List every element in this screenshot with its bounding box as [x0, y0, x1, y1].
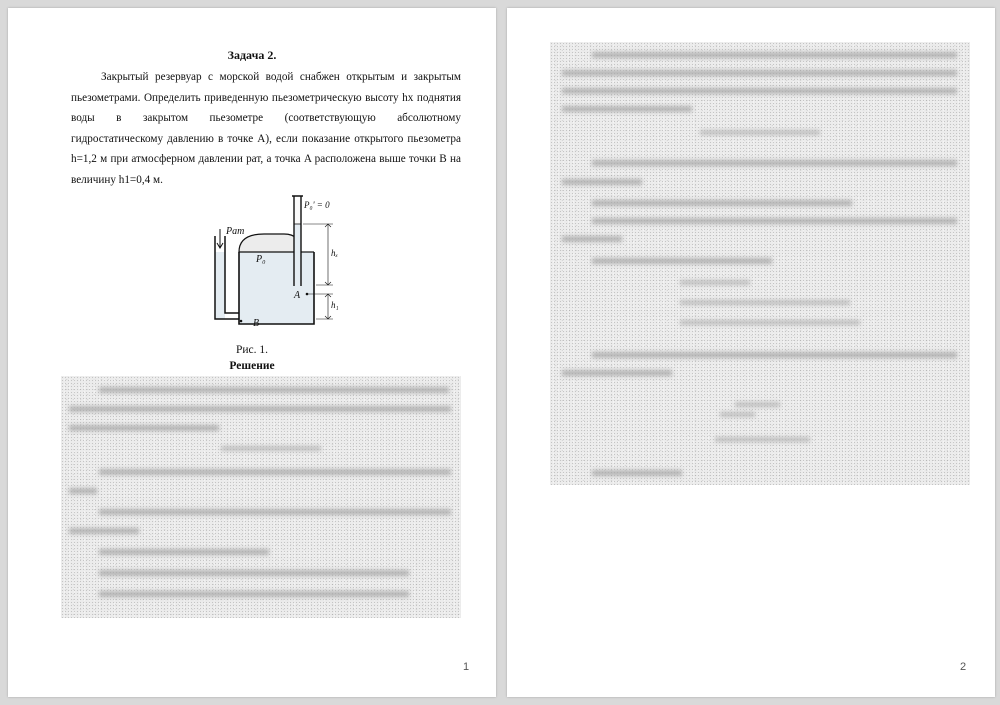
hx-label: hₓ: [331, 248, 339, 258]
document-page-2: [507, 8, 995, 697]
point-b-label: B: [253, 318, 260, 329]
document-page-1: [8, 8, 496, 697]
blurred-solution-area: [61, 376, 461, 618]
h1-label: h₁: [331, 300, 339, 310]
figure-caption: Рис. 1.: [235, 344, 269, 356]
point-a-label: A: [294, 290, 301, 301]
page-number: 2: [960, 661, 967, 673]
blurred-content-area: [550, 42, 970, 485]
page-number: 1: [463, 661, 470, 673]
problem-title: Задача 2.: [227, 48, 277, 62]
p-zero-label: P₀' = 0: [304, 200, 330, 210]
reservoir-figure: [208, 194, 348, 334]
p-atm-label: Pam: [226, 226, 245, 237]
problem-text: Закрытый резервуар с морской водой снабжен открытым и закрытым пьезометрами. Определить приведенную пьезометрическую высоту hx поднятия воды в закрытом пьезометре (соответствующую абсолютному гидростатическому давлению в точке A), если показание открытого пьезометра h=1,2 м при атмосферном давлении pат, а точка A расположена выше точки B на величину h1=0,4 м.: [71, 71, 461, 186]
p0-label: P₀: [256, 254, 266, 265]
solution-heading: Решение: [229, 360, 275, 372]
